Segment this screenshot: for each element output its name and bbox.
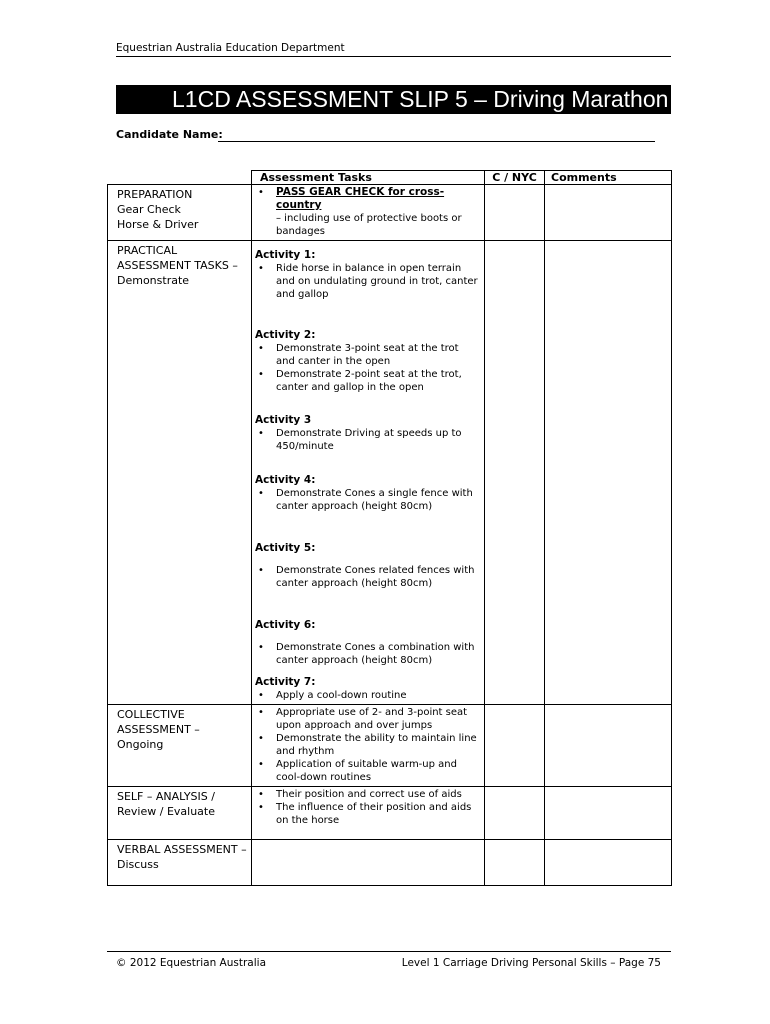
list-item: • Demonstrate Cones a combination with canter approach (height 80cm) xyxy=(255,641,480,667)
section-preparation xyxy=(108,185,252,241)
title-banner xyxy=(116,85,671,114)
table-row-collective xyxy=(108,705,672,787)
cnyc-cell-collective[interactable] xyxy=(485,705,545,787)
section-self-analysis xyxy=(108,787,252,840)
candidate-name-label: Candidate Name: xyxy=(116,128,223,141)
footer-copyright: © 2012 Equestrian Australia xyxy=(116,957,267,969)
section-verbal xyxy=(108,840,252,886)
section-line: Demonstrate xyxy=(117,274,190,287)
list-item: • Apply a cool-down routine xyxy=(255,689,480,702)
cnyc-cell-verbal[interactable] xyxy=(485,840,545,886)
gear-check-detail: – including use of protective boots or bandages xyxy=(276,213,462,237)
section-line: PRACTICAL xyxy=(117,244,178,257)
tasks-practical xyxy=(252,241,485,705)
tasks-preparation xyxy=(252,185,485,241)
footer-page-info: Level 1 Carriage Driving Personal Skills – Page 75 xyxy=(401,957,661,969)
tasks-collective xyxy=(252,705,485,787)
list-item: • Their position and correct use of aids xyxy=(255,788,480,801)
section-line: Ongoing xyxy=(117,738,164,751)
table-row-practical xyxy=(108,241,672,705)
table-header-row xyxy=(108,171,672,185)
section-collective xyxy=(108,705,252,787)
list-item: • Demonstrate Cones a single fence with canter approach (height 80cm) xyxy=(255,487,480,513)
section-line: PREPARATION xyxy=(117,188,193,201)
activity-title: Activity 4: xyxy=(255,474,316,486)
section-line: Gear Check xyxy=(117,203,181,216)
header-divider xyxy=(116,56,671,57)
comments-cell-verbal[interactable] xyxy=(545,840,672,886)
comments-cell-practical[interactable] xyxy=(545,241,672,705)
cnyc-cell-practical[interactable] xyxy=(485,241,545,705)
header-blank xyxy=(108,171,252,185)
list-item: • Appropriate use of 2- and 3-point seat upon approach and over jumps xyxy=(255,706,480,732)
section-line: ASSESSMENT TASKS – xyxy=(117,259,238,272)
activity-title: Activity 1: xyxy=(255,249,316,261)
activity-title: Activity 7: xyxy=(255,676,316,688)
section-line: SELF – ANALYSIS / xyxy=(117,790,215,803)
header-assessment-tasks: Assessment Tasks xyxy=(252,171,485,185)
header-c-nyc: C / NYC xyxy=(485,171,545,185)
list-item: • Demonstrate the ability to maintain line and rhythm xyxy=(255,732,480,758)
table-row-preparation xyxy=(108,185,672,241)
section-line: COLLECTIVE xyxy=(117,708,185,721)
table-row-self-analysis xyxy=(108,787,672,840)
list-item: • Demonstrate 3-point seat at the trot and canter in the open xyxy=(255,342,480,368)
activity-title: Activity 3 xyxy=(255,414,312,426)
gear-check-task: PASS GEAR CHECK for cross-country xyxy=(276,186,445,211)
list-item: • Application of suitable warm-up and cool-down routines xyxy=(255,758,480,784)
activity-title: Activity 2: xyxy=(255,329,316,341)
comments-cell-preparation[interactable] xyxy=(545,185,672,241)
assessment-table xyxy=(107,170,672,886)
section-line: Discuss xyxy=(117,858,159,871)
list-item: • Demonstrate Cones related fences with canter approach (height 80cm) xyxy=(255,564,480,590)
tasks-verbal[interactable] xyxy=(252,840,485,886)
header-comments: Comments xyxy=(545,171,672,185)
candidate-name-field[interactable] xyxy=(218,141,655,142)
page-title: L1CD ASSESSMENT SLIP 5 – Driving Marathon xyxy=(172,86,669,112)
list-item: • Ride horse in balance in open terrain and on undulating ground in trot, canter and gallop xyxy=(255,262,480,301)
section-line: VERBAL ASSESSMENT – xyxy=(117,843,247,856)
activity-title: Activity 5: xyxy=(255,542,316,554)
list-item: • The influence of their position and aids on the horse xyxy=(255,801,480,827)
cnyc-cell-preparation[interactable] xyxy=(485,185,545,241)
section-line: ASSESSMENT – xyxy=(117,723,200,736)
list-item: • Demonstrate Driving at speeds up to 450/minute xyxy=(255,427,480,453)
table-row-verbal xyxy=(108,840,672,886)
activity-title: Activity 6: xyxy=(255,619,316,631)
list-item: • Demonstrate 2-point seat at the trot, canter and gallop in the open xyxy=(255,368,480,394)
comments-cell-self-analysis[interactable] xyxy=(545,787,672,840)
cnyc-cell-self-analysis[interactable] xyxy=(485,787,545,840)
header-org: Equestrian Australia Education Department xyxy=(116,42,345,54)
list-item xyxy=(255,186,480,238)
comments-cell-collective[interactable] xyxy=(545,705,672,787)
section-line: Review / Evaluate xyxy=(117,805,215,818)
tasks-self-analysis xyxy=(252,787,485,840)
section-line: Horse & Driver xyxy=(117,218,199,231)
section-practical xyxy=(108,241,252,705)
footer-divider xyxy=(107,951,671,952)
